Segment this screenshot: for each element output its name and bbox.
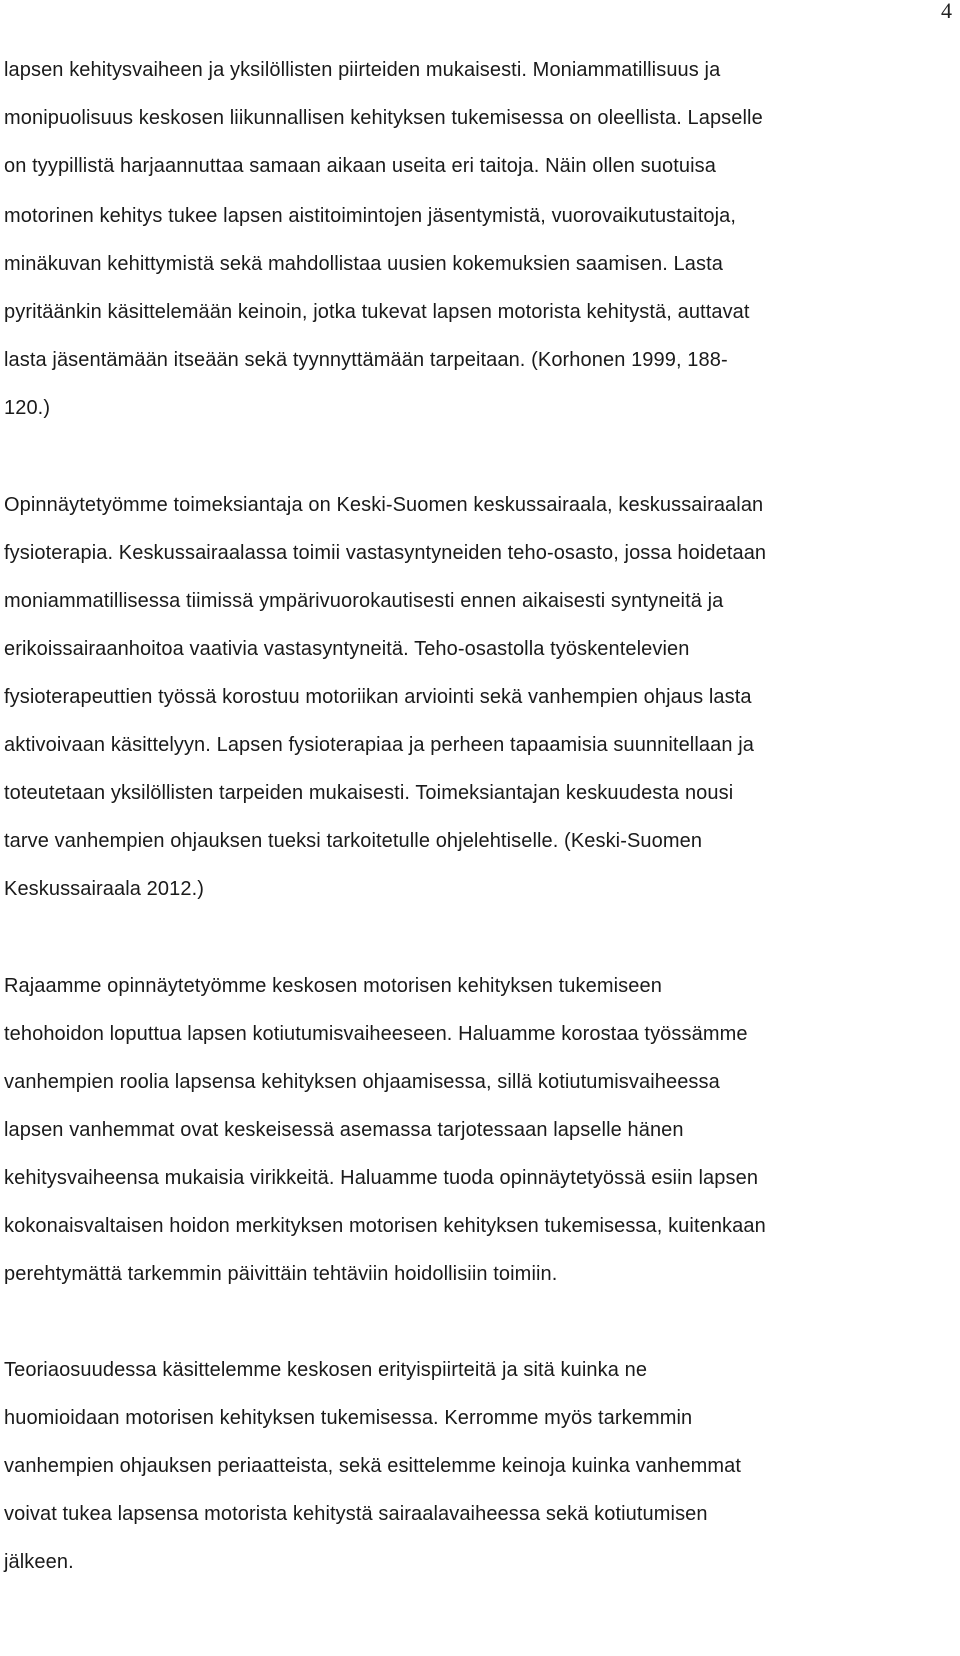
text-line: fysioterapia. Keskussairaalassa toimii vastasyntyneiden teho-osasto, jossa hoidetaan: [4, 542, 767, 564]
text-line: vanhempien roolia lapsensa kehityksen ohjaamisessa, sillä kotiutumisvaiheessa: [4, 1071, 720, 1093]
text-line: toteutetaan yksilöllisten tarpeiden mukaisesti. Toimeksiantajan keskuudesta nousi: [4, 782, 734, 804]
text-line: pyritäänkin käsittelemään keinoin, jotka tukevat lapsen motorista kehitystä, auttavat: [4, 301, 750, 323]
text-line: tehohoidon loputtua lapsen kotiutumisvaiheeseen. Haluamme korostaa työssämme: [4, 1023, 748, 1045]
text-line: Teoriaosuudessa käsittelemme keskosen erityispiirteitä ja sitä kuinka ne: [4, 1359, 648, 1381]
text-line: voivat tukea lapsensa motorista kehitystä sairaalavaiheessa sekä kotiutumisen: [4, 1503, 708, 1525]
text-line: minäkuvan kehittymistä sekä mahdollistaa uusien kokemuksien saamisen. Lasta: [4, 253, 723, 275]
text-line: Rajaamme opinnäytetyömme keskosen motorisen kehityksen tukemiseen: [4, 975, 662, 997]
text-line: Keskussairaala 2012.): [4, 878, 204, 900]
text-line: moniammatillisessa tiimissä ympärivuorokautisesti ennen aikaisesti syntyneitä ja: [4, 590, 724, 612]
text-line: lasta jäsentämään itseään sekä tyynnyttämään tarpeitaan. (Korhonen 1999, 188-: [4, 349, 728, 371]
text-line: Opinnäytetyömme toimeksiantaja on Keski-Suomen keskussairaala, keskussairaalan: [4, 494, 764, 516]
text-line: monipuolisuus keskosen liikunnallisen kehityksen tukemisessa on oleellista. Lapselle: [4, 107, 763, 129]
page-number: 4: [941, 0, 952, 23]
text-line: tarve vanhempien ohjauksen tueksi tarkoitetulle ohjelehtiselle. (Keski-Suomen: [4, 830, 703, 852]
text-line: kokonaisvaltaisen hoidon merkityksen motorisen kehityksen tukemisessa, kuitenkaan: [4, 1215, 766, 1237]
text-line: lapsen vanhemmat ovat keskeisessä asemassa tarjotessaan lapselle hänen: [4, 1119, 684, 1141]
text-line: motorinen kehitys tukee lapsen aistitoimintojen jäsentymistä, vuorovaikutustaitoja,: [4, 205, 737, 227]
text-line: kehitysvaiheensa mukaisia virikkeitä. Haluamme tuoda opinnäytetyössä esiin lapsen: [4, 1167, 759, 1189]
text-line: huomioidaan motorisen kehityksen tukemisessa. Kerromme myös tarkemmin: [4, 1407, 693, 1429]
text-line: aktivoivaan käsittelyyn. Lapsen fysioterapiaa ja perheen tapaamisia suunnitellaan ja: [4, 734, 754, 756]
text-line: on tyypillistä harjaannuttaa samaan aikaan useita eri taitoja. Näin ollen suotuisa: [4, 155, 716, 177]
text-line: perehtymättä tarkemmin päivittäin tehtäviin hoidollisiin toimiin.: [4, 1263, 558, 1285]
text-line: lapsen kehitysvaiheen ja yksilöllisten piirteiden mukaisesti. Moniammatillisuus ja: [4, 59, 721, 81]
text-line: vanhempien ohjauksen periaatteista, sekä esittelemme keinoja kuinka vanhemmat: [4, 1455, 741, 1477]
text-line: jälkeen.: [4, 1551, 74, 1573]
text-line: fysioterapeuttien työssä korostuu motoriikan arviointi sekä vanhempien ohjaus lasta: [4, 686, 752, 708]
text-line: 120.): [4, 397, 51, 419]
text-line: erikoissairaanhoitoa vaativia vastasyntyneitä. Teho-osastolla työskentelevien: [4, 638, 690, 660]
